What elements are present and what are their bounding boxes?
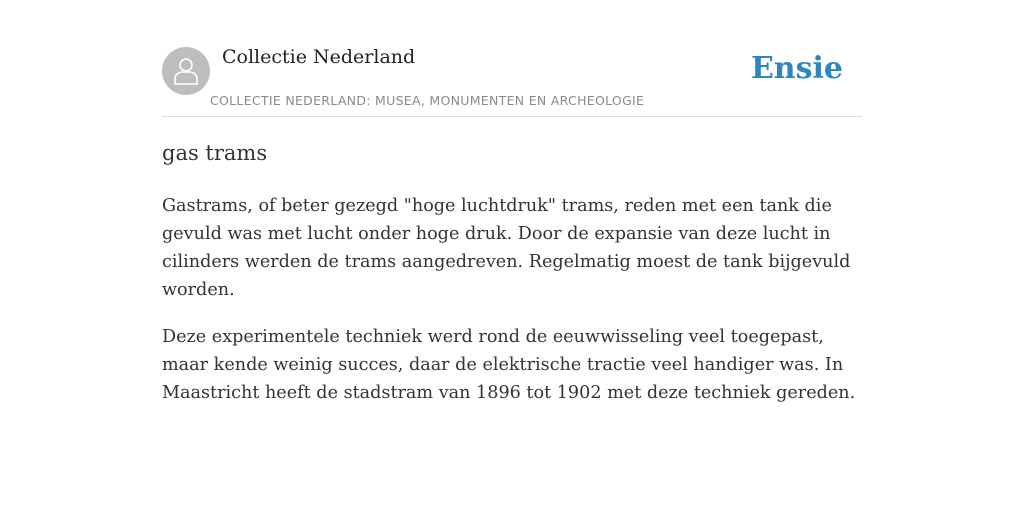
ensie-logo[interactable]: Ensie bbox=[750, 51, 843, 86]
entry-body bbox=[162, 192, 862, 426]
paragraph: Deze experimentele techniek werd rond de eeuwwisseling veel toegepast, maar kende weinig succes, daar de elektrische tractie veel handiger was. In Maastricht heeft de stadstram van 1896 tot 1902 met deze techniek gereden. bbox=[162, 327, 856, 403]
user-icon bbox=[174, 57, 198, 85]
entry-title: gas trams bbox=[162, 141, 268, 165]
paragraph: Gastrams, of beter gezegd "hoge luchtdruk" trams, reden met een tank die gevuld was met lucht onder hoge druk. Door de expansie van deze lucht in cilinders werden de trams aangedreven. Regelmatig moest de tank bijgevuld worden. bbox=[162, 196, 851, 300]
avatar[interactable] bbox=[162, 47, 210, 95]
author-subtitle: COLLECTIE NEDERLAND: MUSEA, MONUMENTEN EN ARCHEOLOGIE bbox=[210, 93, 645, 108]
entry-header bbox=[162, 46, 862, 117]
author-name[interactable]: Collectie Nederland bbox=[222, 46, 416, 68]
